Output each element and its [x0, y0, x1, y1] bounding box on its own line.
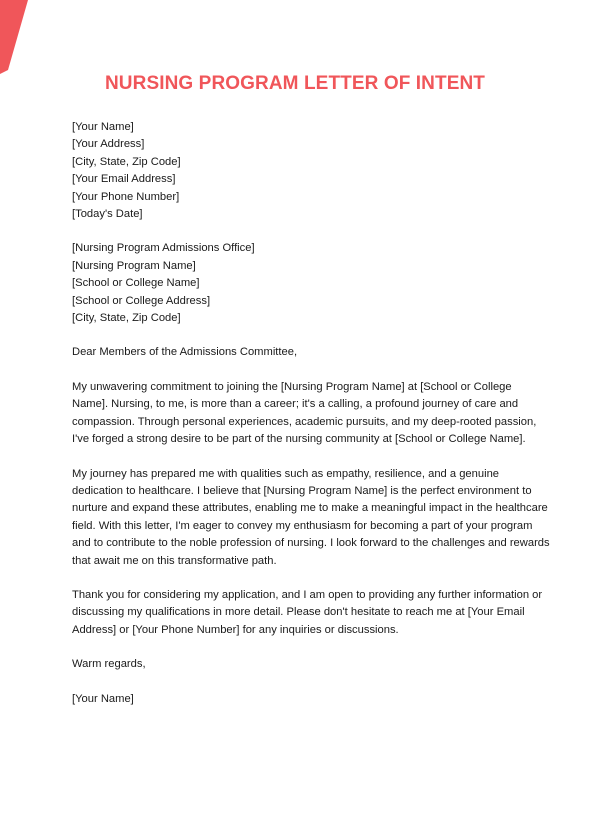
- sender-address-line: [Your Address]: [72, 138, 145, 151]
- closing: Warm regards,: [72, 658, 146, 671]
- document-title: NURSING PROGRAM LETTER OF INTENT: [104, 73, 486, 94]
- recipient-office-line: [Nursing Program Admissions Office]: [72, 242, 255, 255]
- signature-name: [Your Name]: [72, 692, 134, 705]
- sender-phone-line: [Your Phone Number]: [72, 190, 180, 203]
- sender-name-line: [Your Name]: [72, 121, 134, 133]
- body-paragraph-1: My unwavering commitment to joining the [Nursing Program Name] at [School or College Name]. Nursing, to me, is more than a career; it's a calling, a profound journey of care and compassion. Through personal experiences, academic pursuits, and my deep-rooted passion, I've forged a strong desire to be part of the nursing community at [School or College Name].: [72, 380, 537, 446]
- recipient-city-line: [City, State, Zip Code]: [72, 312, 181, 325]
- recipient-school-address-line: [School or College Address]: [72, 294, 211, 307]
- sender-date-line: [Today's Date]: [72, 208, 143, 221]
- body-paragraph-2: My journey has prepared me with qualities such as empathy, resilience, and a genuine dedication to healthcare. I believe that [Nursing Program Name] is the perfect environment to nurture and expand these attributes, enabling me to make a meaningful impact in the healthcare field. With this letter, I'm eager to convey my enthusiasm for becoming a part of your program and to contribute to the noble profession of nursing. I look forward to the challenges and rewards that await me on this transformative path.: [72, 467, 550, 567]
- recipient-program-line: [Nursing Program Name]: [72, 259, 196, 272]
- recipient-address-block: [72, 240, 550, 327]
- corner-ribbon-decoration: [0, 0, 30, 75]
- sender-city-line: [City, State, Zip Code]: [72, 155, 181, 168]
- salutation: Dear Members of the Admissions Committee,: [72, 346, 298, 359]
- recipient-school-line: [School or College Name]: [72, 277, 200, 290]
- sender-email-line: [Your Email Address]: [72, 173, 176, 186]
- body-paragraph-3: Thank you for considering my application, and I am open to providing any further information or discussing my qualifications in more detail. Please don't hesitate to reach me at [Your Email Address] or [Your Phone Number] for any inquiries or discussions.: [72, 588, 543, 636]
- letter-body: [72, 119, 550, 708]
- sender-address-block: [72, 119, 550, 223]
